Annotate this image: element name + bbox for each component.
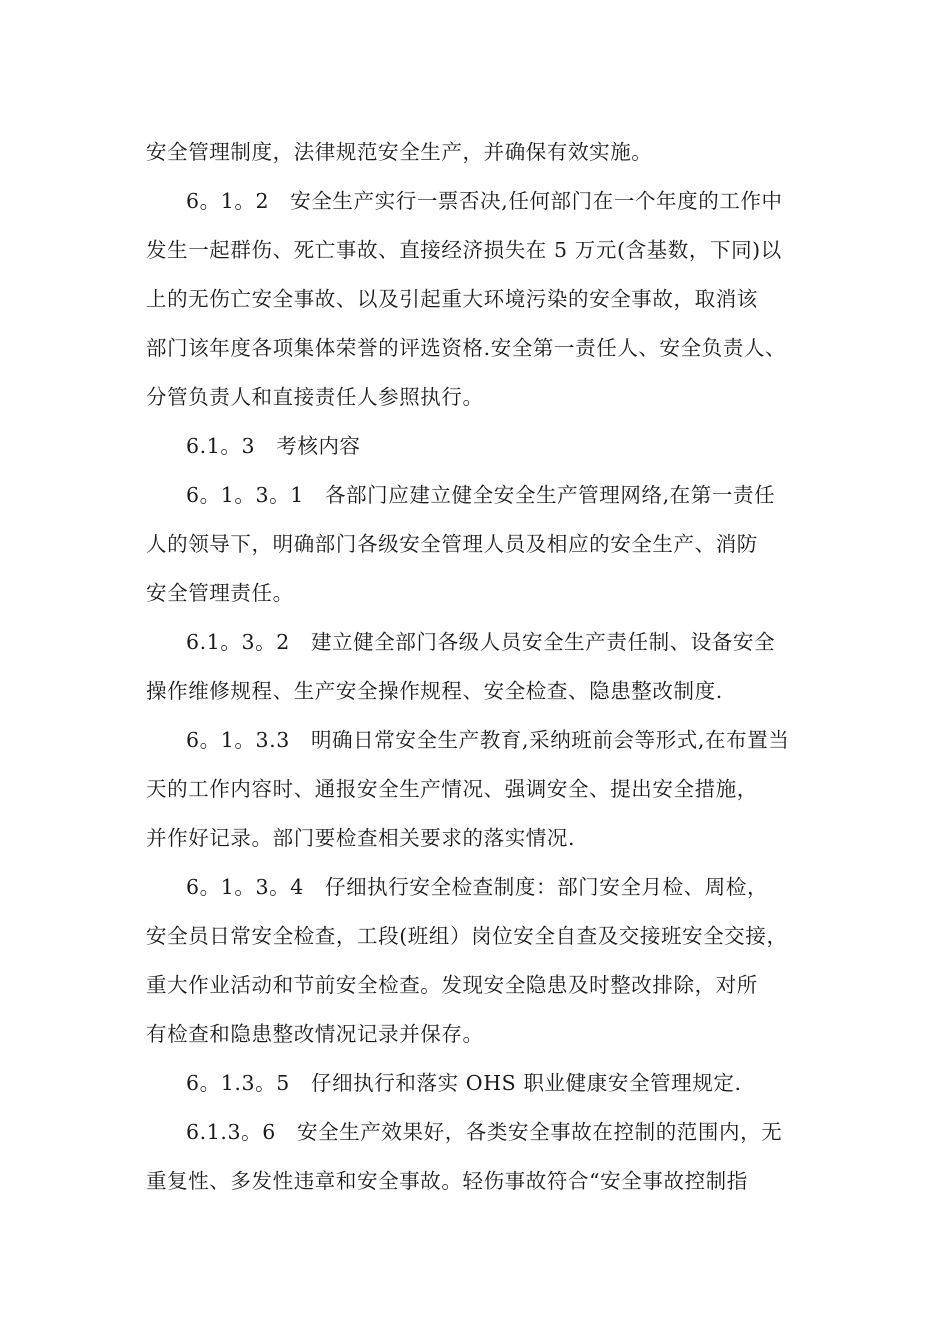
text-line: 部门该年度各项集体荣誉的评选资格.安全第一责任人、安全负责人、 — [146, 336, 787, 360]
text-line: 上的无伤亡安全事故、以及引起重大环境污染的安全事故，取消该 — [146, 287, 758, 311]
text-line: 天的工作内容时、通报安全生产情况、强调安全、提出安全措施， — [146, 777, 758, 801]
text-line: 分管负责人和直接责任人参照执行。 — [146, 385, 484, 409]
text-line: 发生一起群伤、死亡事故、直接经济损失在 5 万元(含基数，下同)以 — [146, 238, 782, 262]
text-line: 6。1。3。1 各部门应建立健全安全生产管理网络,在第一责任 — [186, 483, 776, 507]
text-line: 操作维修规程、生产安全操作规程、安全检查、隐患整改制度. — [146, 679, 723, 703]
text-line: 6.1。3。2 建立健全部门各级人员安全生产责任制、设备安全 — [186, 630, 776, 654]
text-line: 安全员日常安全检查，工段(班组）岗位安全自查及交接班安全交接， — [146, 924, 788, 948]
text-line: 安全管理责任。 — [146, 581, 294, 605]
text-line: 安全管理制度，法律规范安全生产，并确保有效实施。 — [146, 140, 653, 164]
text-line: 重大作业活动和节前安全检查。发现安全隐患及时整改排除，对所 — [146, 973, 758, 997]
text-line: 重复性、多发性违章和安全事故。轻伤事故符合“安全事故控制指 — [146, 1169, 748, 1193]
document-body — [146, 128, 810, 1206]
text-line: 6。1.3。5 仔细执行和落实 OHS 职业健康安全管理规定. — [186, 1071, 742, 1095]
text-line: 6。1。2 安全生产实行一票否决,任何部门在一个年度的工作中 — [186, 189, 783, 213]
text-line: 6。1。3。4 仔细执行安全检查制度：部门安全月检、周检， — [186, 875, 769, 899]
text-line: 有检查和隐患整改情况记录并保存。 — [146, 1022, 484, 1046]
text-line: 6.1.3。6 安全生产效果好，各类安全事故在控制的范围内，无 — [186, 1120, 783, 1144]
text-line: 6。1。3.3 明确日常安全生产教育,采纳班前会等形式,在布置当 — [186, 728, 790, 752]
text-line: 并作好记录。部门要检查相关要求的落实情况. — [146, 826, 576, 850]
text-line: 人的领导下，明确部门各级安全管理人员及相应的安全生产、消防 — [146, 532, 758, 556]
text-line: 6.1。3 考核内容 — [186, 434, 361, 458]
